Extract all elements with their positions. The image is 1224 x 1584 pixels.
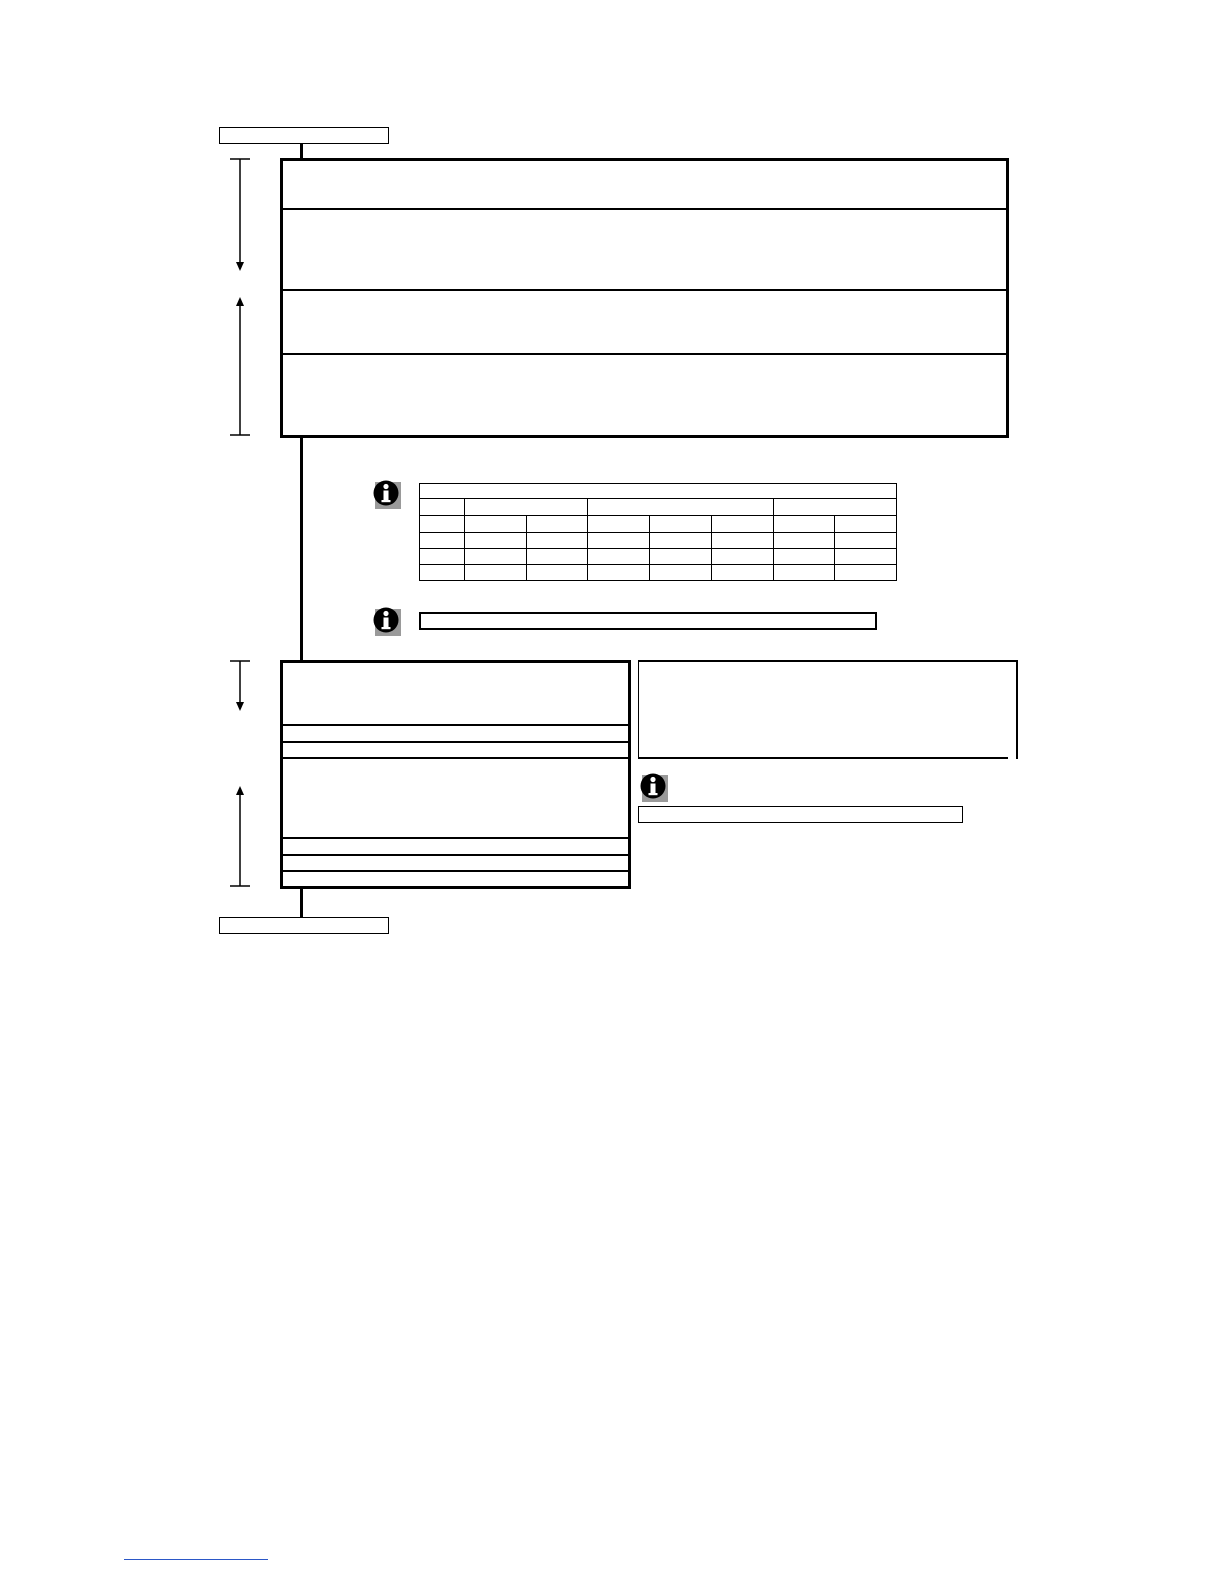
- arrow-up-icon: [228, 783, 252, 889]
- lower-left-divider-1: [281, 724, 630, 726]
- flow-connector-main: [300, 436, 303, 662]
- info-icon: [640, 772, 668, 802]
- info-table-col-4: [649, 515, 650, 581]
- info-table-header-divider: [419, 515, 897, 516]
- info-table-row-divider-1: [419, 532, 897, 533]
- arrow-down-icon: [228, 158, 252, 274]
- info-table-row-divider-3: [419, 564, 897, 565]
- lower-left-divider-3: [281, 757, 630, 759]
- upper-process-block: [280, 158, 1009, 438]
- info-table-col-6: [773, 498, 774, 581]
- end-terminal: [219, 917, 389, 934]
- info-table-row-divider-2: [419, 548, 897, 549]
- lower-right-block-right-edge: [1016, 660, 1018, 759]
- flow-connector-bottom: [300, 887, 303, 918]
- info-table-col-5: [711, 515, 712, 581]
- info-note-2: [638, 806, 963, 823]
- info-table-col-3: [587, 498, 588, 581]
- arrow-down-icon: [228, 660, 252, 714]
- info-icon: [373, 479, 401, 509]
- upper-block-divider-3: [281, 353, 1008, 355]
- arrow-up-icon: [228, 294, 252, 438]
- lower-left-divider-5: [281, 854, 630, 856]
- footer-link[interactable]: [124, 1559, 268, 1560]
- info-note-1: [419, 612, 877, 630]
- info-icon: [373, 606, 401, 636]
- info-table-title-divider: [419, 498, 897, 499]
- lower-right-block-bottom-edge: [638, 757, 1008, 759]
- upper-block-divider-1: [281, 208, 1008, 210]
- lower-right-block: [638, 660, 1018, 759]
- lower-left-divider-6: [281, 870, 630, 872]
- lower-left-divider-2: [281, 741, 630, 743]
- upper-block-divider-2: [281, 289, 1008, 291]
- info-table-col-2: [526, 515, 527, 581]
- start-terminal: [219, 127, 389, 144]
- info-table-col-1: [464, 498, 465, 581]
- lower-left-divider-4: [281, 837, 630, 839]
- info-table-col-7: [834, 515, 835, 581]
